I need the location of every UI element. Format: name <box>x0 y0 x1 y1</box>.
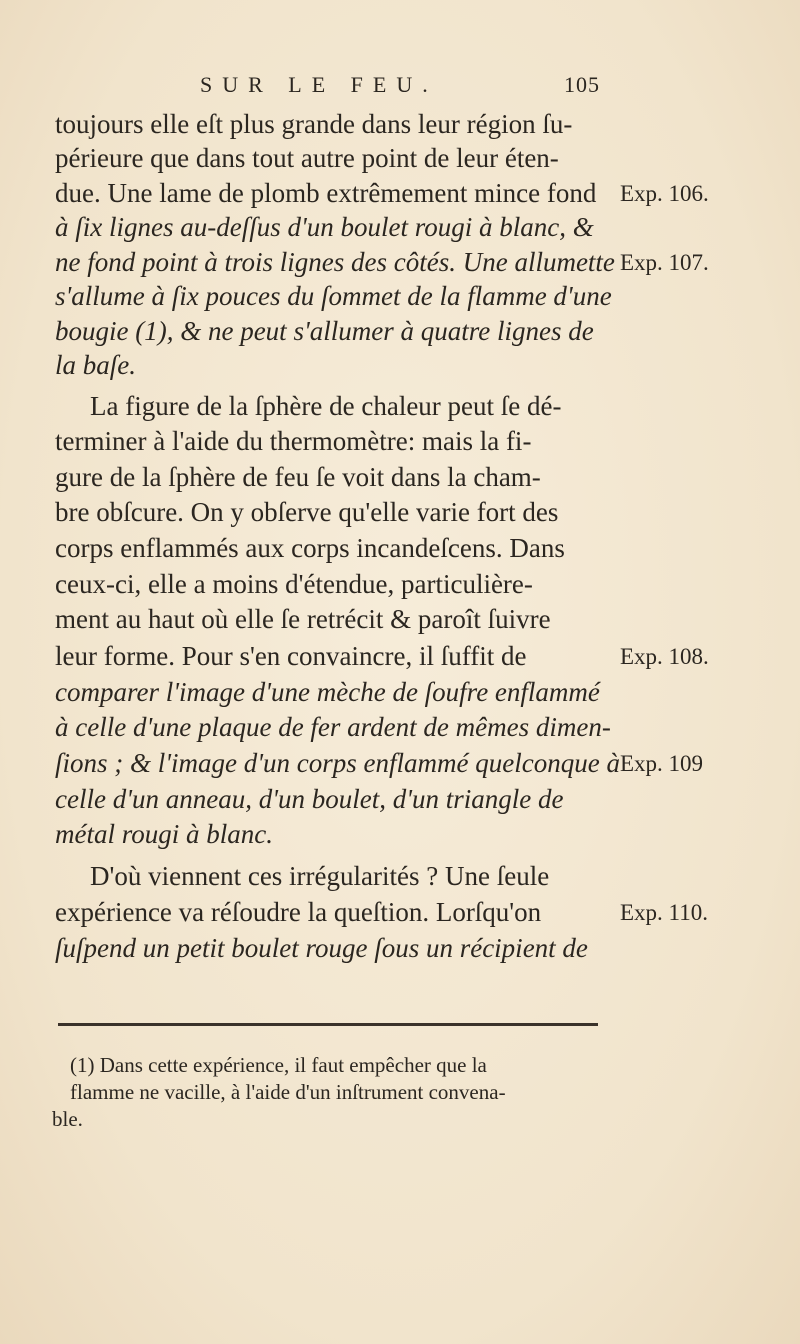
margin-note: Exp. 109 <box>620 751 704 776</box>
text-line: bougie (1), & ne peut s'allumer à quatre lignes de <box>55 316 594 346</box>
text-line: à ſix lignes au-deſſus d'un boulet rougi à blanc, & <box>55 212 594 242</box>
margin-note: Exp. 107. <box>620 250 709 275</box>
footnote-line: ble. <box>52 1107 83 1131</box>
text-line: s'allume à ſix pouces du ſommet de la flamme d'une <box>55 281 612 311</box>
footnote-line: (1) Dans cette expérience, il faut empêcher que la <box>70 1053 487 1077</box>
text-line: périeure que dans tout autre point de leur éten- <box>55 143 559 173</box>
footnote-line: flamme ne vacille, à l'aide d'un inſtrument convena- <box>70 1080 506 1104</box>
page-number: 105 <box>564 72 600 97</box>
text-line: D'où viennent ces irrégularités ? Une ſeule <box>90 861 550 891</box>
text-line: gure de la ſphère de feu ſe voit dans la cham- <box>55 462 541 492</box>
text-line: ſuſpend un petit boulet rouge ſous un récipient de <box>55 933 588 963</box>
text-line: ſions ; & l'image d'un corps enflammé quelconque à <box>55 748 620 778</box>
margin-note: Exp. 110. <box>620 900 708 925</box>
text-line: métal rougi à blanc. <box>55 819 273 849</box>
text-line: terminer à l'aide du thermomètre: mais la fi- <box>55 426 532 456</box>
text-line: ceux-ci, elle a moins d'étendue, particulière- <box>55 569 533 599</box>
text-line: due. Une lame de plomb extrêmement mince fond <box>55 178 597 208</box>
text-line: corps enflammés aux corps incandeſcens. Dans <box>55 533 565 563</box>
text-line: ne fond point à trois lignes des côtés. Une allumette <box>55 247 615 277</box>
running-header <box>200 72 600 98</box>
text-line: ment au haut où elle ſe retrécit & paroît ſuivre <box>55 604 551 634</box>
text-line: La figure de la ſphère de chaleur peut ſe dé- <box>90 391 562 421</box>
text-line: à celle d'une plaque de fer ardent de mêmes dimen- <box>55 712 611 742</box>
running-title: SUR LE FEU. <box>200 72 438 97</box>
text-line: leur forme. Pour s'en convaincre, il ſuffit de <box>55 641 527 671</box>
margin-note: Exp. 108. <box>620 644 709 669</box>
text-line: bre obſcure. On y obſerve qu'elle varie fort des <box>55 497 559 527</box>
text-line: toujours elle eſt plus grande dans leur région ſu- <box>55 109 573 139</box>
margin-note: Exp. 106. <box>620 181 709 206</box>
footnote-divider <box>58 1023 598 1026</box>
text-line: expérience va réſoudre la queſtion. Lorſqu'on <box>55 897 542 927</box>
text-line: celle d'un anneau, d'un boulet, d'un triangle de <box>55 784 564 814</box>
text-line: comparer l'image d'une mèche de ſoufre enflammé <box>55 677 600 707</box>
text-line: la baſe. <box>55 350 136 380</box>
